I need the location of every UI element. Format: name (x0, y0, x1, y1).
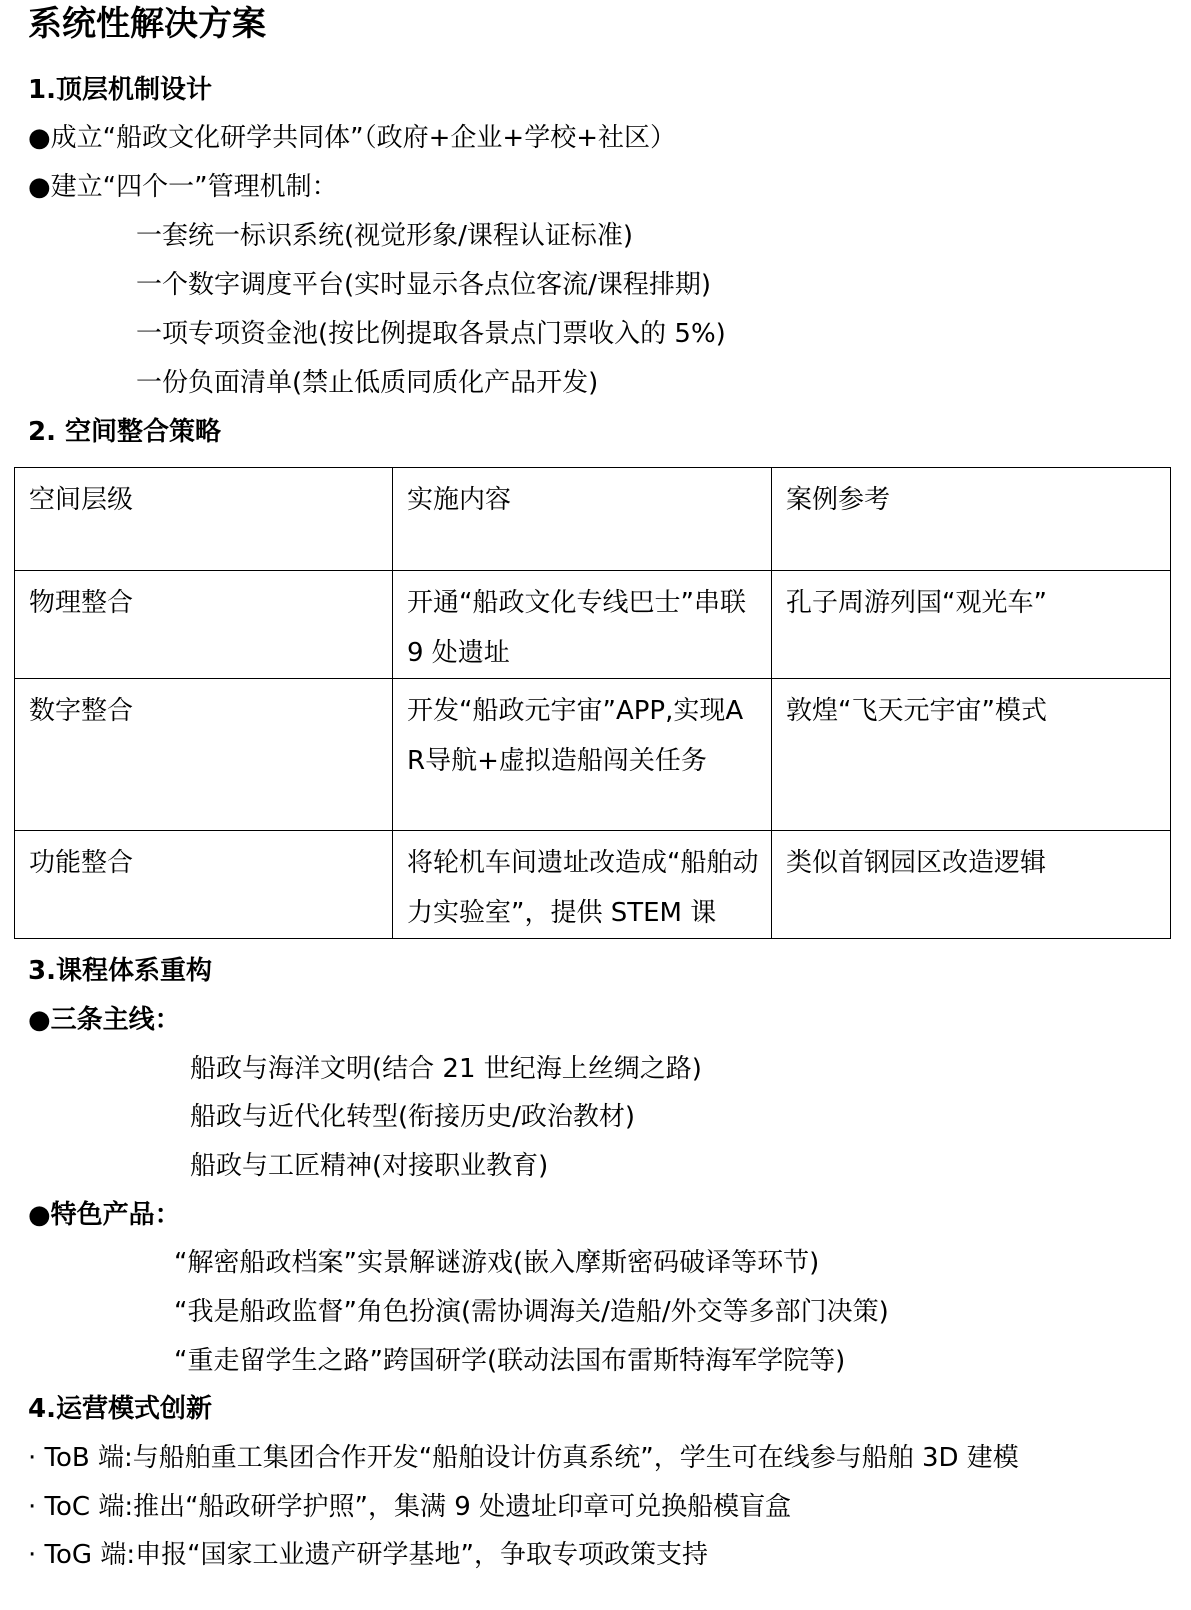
product-item: “解密船政档案”实景解谜游戏(嵌入摩斯密码破译等环节) (174, 1248, 820, 1278)
table-cell: 敦煌“飞天元宇宙”模式 (772, 679, 1171, 831)
section1-bullet-mechanism: ●建立“四个一”管理机制： (28, 172, 338, 202)
operation-item-tob: · ToB 端:与船舶重工集团合作开发“船舶设计仿真系统”，学生可在线参与船舶 3D 建模 (28, 1443, 1019, 1473)
section2-heading: 2. 空间整合策略 (28, 417, 222, 447)
mechanism-item: 一份负面清单(禁止低质同质化产品开发) (136, 368, 599, 398)
table-row (15, 571, 1171, 679)
mechanism-item: 一项专项资金池(按比例提取各景点门票收入的 5%) (136, 319, 726, 349)
table-cell: 类似首钢园区改造逻辑 (772, 831, 1171, 939)
table-header-cell: 空间层级 (15, 468, 393, 571)
table-cell: 将轮机车间遗址改造成“船舶动力实验室”，提供 STEM 课 (393, 831, 772, 939)
table-cell: 孔子周游列国“观光车” (772, 571, 1171, 679)
mechanism-item: 一个数字调度平台(实时显示各点位客流/课程排期) (136, 270, 712, 300)
operation-item-toc: · ToC 端:推出“船政研学护照”，集满 9 处遗址印章可兑换船模盲盒 (28, 1492, 792, 1522)
table-header-row (15, 468, 1171, 571)
mainlines-label: ●三条主线： (28, 1005, 181, 1035)
section4-heading: 4.运营模式创新 (28, 1394, 212, 1424)
table-cell: 开发“船政元宇宙”APP,实现AR导航+虚拟造船闯关任务 (393, 679, 772, 831)
table-cell: 功能整合 (15, 831, 393, 939)
table-cell: 数字整合 (15, 679, 393, 831)
mainline-item: 船政与近代化转型(衔接历史/政治教材) (190, 1102, 636, 1132)
product-item: “重走留学生之路”跨国研学(联动法国布雷斯特海军学院等) (174, 1346, 846, 1376)
table-header-cell: 案例参考 (772, 468, 1171, 571)
mechanism-item: 一套统一标识系统(视觉形象/课程认证标准) (136, 221, 634, 251)
table-cell: 开通“船政文化专线巴士”串联 9 处遗址 (393, 571, 772, 679)
operation-item-tog: · ToG 端:申报“国家工业遗产研学基地”，争取专项政策支持 (28, 1540, 709, 1570)
section1-bullet-community: ●成立“船政文化研学共同体”（政府+企业+学校+社区） (28, 123, 676, 153)
products-label: ●特色产品： (28, 1200, 181, 1230)
section3-heading: 3.课程体系重构 (28, 956, 212, 986)
table-row (15, 831, 1171, 939)
table-cell: 物理整合 (15, 571, 393, 679)
table-header-cell: 实施内容 (393, 468, 772, 571)
product-item: “我是船政监督”角色扮演(需协调海关/造船/外交等多部门决策) (174, 1297, 889, 1327)
page-title: 系统性解决方案 (28, 4, 266, 44)
mainline-item: 船政与工匠精神(对接职业教育) (190, 1151, 549, 1181)
mainline-item: 船政与海洋文明(结合 21 世纪海上丝绸之路) (190, 1054, 702, 1084)
section1-heading: 1.顶层机制设计 (28, 75, 212, 105)
table-row (15, 679, 1171, 831)
space-integration-table (14, 467, 1171, 939)
